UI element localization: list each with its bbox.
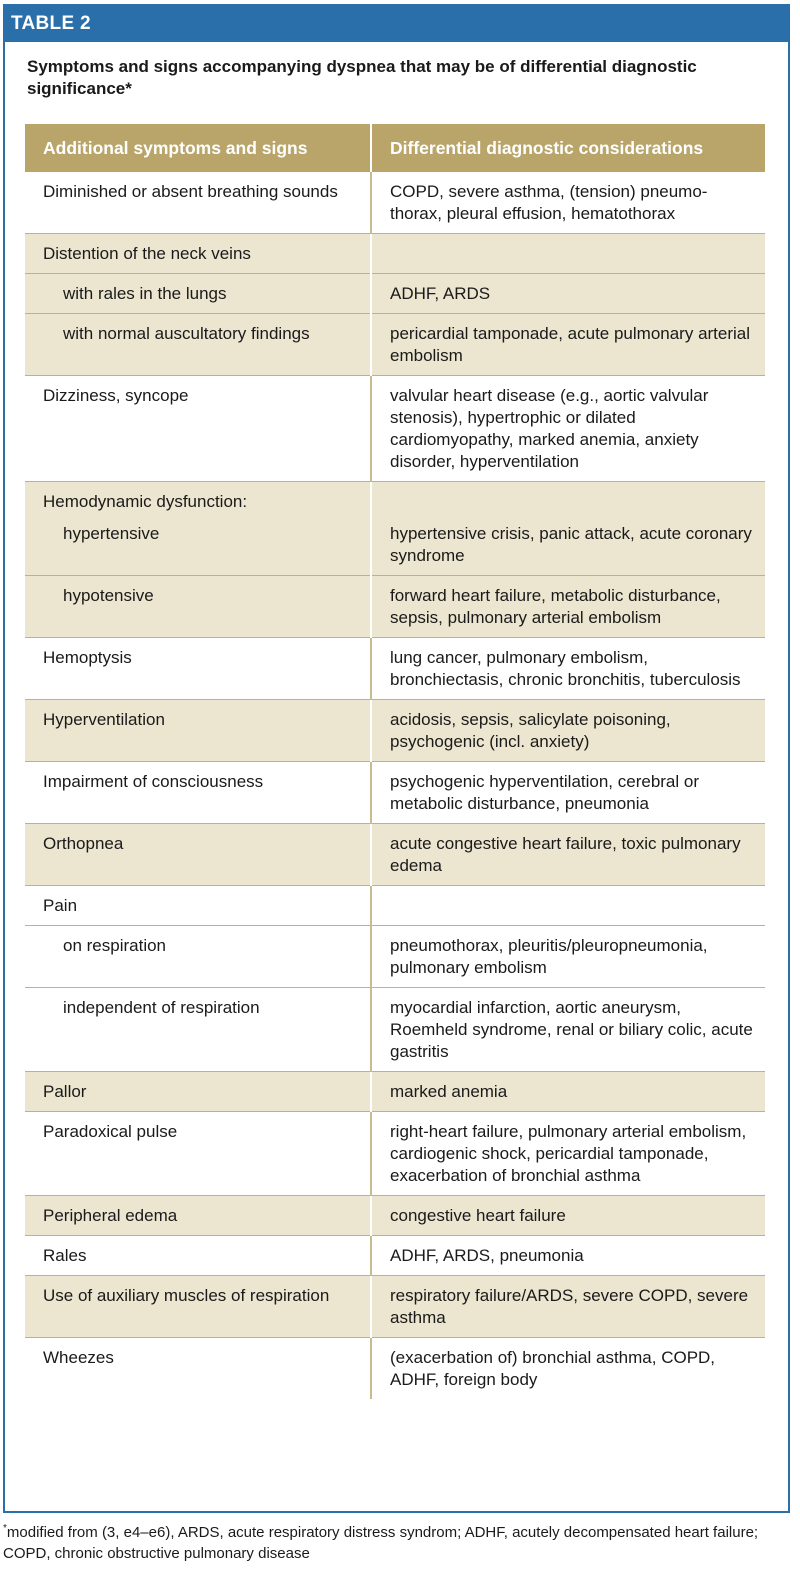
sign-cell: with normal auscultatory findings	[25, 314, 371, 376]
footnote-marker: *	[3, 1523, 7, 1534]
table-row	[25, 886, 765, 926]
sign-cell: Hemoptysis	[25, 638, 371, 700]
table-row	[25, 824, 765, 886]
consideration-cell: marked anemia	[371, 1072, 765, 1112]
table-row	[25, 1112, 765, 1196]
sign-cell: Impairment of consciousness	[25, 762, 371, 824]
sign-cell: Orthopnea	[25, 824, 371, 886]
consideration-cell: right-heart failure, pulmonary arterial embolism, cardiogenic shock, pericardial tamponade, exacerbation of bronchial asthma	[371, 1112, 765, 1196]
consideration-cell: myocardial infarction, aortic aneurysm, Roemheld syndrome, renal or biliary colic, acute gastritis	[371, 988, 765, 1072]
consideration-cell: ADHF, ARDS, pneumonia	[371, 1236, 765, 1276]
consideration-cell: pericardial tamponade, acute pulmonary arterial embolism	[371, 314, 765, 376]
consideration-cell	[371, 482, 765, 522]
sign-cell: Pain	[25, 886, 371, 926]
table-row	[25, 700, 765, 762]
table-row	[25, 1338, 765, 1400]
consideration-cell: forward heart failure, metabolic disturbance, sepsis, pulmonary arterial embolism	[371, 576, 765, 638]
differential-table	[25, 124, 765, 1399]
sign-cell: with rales in the lungs	[25, 274, 371, 314]
column-header-considerations: Differential diagnostic considerations	[371, 124, 765, 172]
sign-cell: Pallor	[25, 1072, 371, 1112]
consideration-cell: hypertensive crisis, panic attack, acute coronary syndrome	[371, 521, 765, 576]
consideration-cell: acidosis, sepsis, salicylate poisoning, psychogenic (incl. anxiety)	[371, 700, 765, 762]
table-row	[25, 482, 765, 522]
table-row	[25, 274, 765, 314]
table-row	[25, 576, 765, 638]
table-title: Symptoms and signs accompanying dyspnea that may be of differential diagnostic significance*	[27, 57, 697, 98]
sign-cell: Rales	[25, 1236, 371, 1276]
consideration-cell: COPD, severe asthma, (tension) pneumo-thorax, pleural effusion, hematothorax	[371, 172, 765, 234]
consideration-cell: psychogenic hyperventilation, cerebral or metabolic disturbance, pneumonia	[371, 762, 765, 824]
table-row	[25, 521, 765, 576]
consideration-cell: (exacerbation of) bronchial asthma, COPD, ADHF, foreign body	[371, 1338, 765, 1400]
table-row	[25, 638, 765, 700]
table-row	[25, 376, 765, 482]
column-header-signs: Additional symptoms and signs	[25, 124, 371, 172]
sign-cell: on respiration	[25, 926, 371, 988]
sign-cell: independent of respiration	[25, 988, 371, 1072]
sign-cell: Peripheral edema	[25, 1196, 371, 1236]
sign-cell: Distention of the neck veins	[25, 234, 371, 274]
consideration-cell: lung cancer, pulmonary embolism, bronchiectasis, chronic bronchitis, tuberculosis	[371, 638, 765, 700]
table-row	[25, 1236, 765, 1276]
table-row	[25, 172, 765, 234]
table-row	[25, 314, 765, 376]
consideration-cell: acute congestive heart failure, toxic pulmonary edema	[371, 824, 765, 886]
sign-cell: Paradoxical pulse	[25, 1112, 371, 1196]
footnote-text: modified from (3, e4–e6), ARDS, acute respiratory distress syndrom; ADHF, acutely decompensated heart failure; COPD, chronic obstructive pulmonary disease	[3, 1524, 759, 1562]
consideration-cell: congestive heart failure	[371, 1196, 765, 1236]
table-row	[25, 234, 765, 274]
sign-cell: Hemodynamic dysfunction:	[25, 482, 371, 522]
table-header-row	[25, 124, 765, 172]
sign-cell: Dizziness, syncope	[25, 376, 371, 482]
table-label: TABLE 2	[5, 6, 788, 42]
sign-cell: Hyperventilation	[25, 700, 371, 762]
table-row	[25, 1196, 765, 1236]
table-row	[25, 1276, 765, 1338]
table-row	[25, 762, 765, 824]
table-row	[25, 926, 765, 988]
sign-cell: hypertensive	[25, 521, 371, 576]
consideration-cell	[371, 886, 765, 926]
consideration-cell	[371, 234, 765, 274]
sign-cell: Wheezes	[25, 1338, 371, 1400]
footnote	[3, 1518, 793, 1564]
consideration-cell: respiratory failure/ARDS, severe COPD, severe asthma	[371, 1276, 765, 1338]
sign-cell: hypotensive	[25, 576, 371, 638]
consideration-cell: valvular heart disease (e.g., aortic valvular stenosis), hypertrophic or dilated cardiomyopathy, marked anemia, anxiety disorder, hyperventilation	[371, 376, 765, 482]
table-row	[25, 988, 765, 1072]
sign-cell: Use of auxiliary muscles of respiration	[25, 1276, 371, 1338]
sign-cell: Diminished or absent breathing sounds	[25, 172, 371, 234]
consideration-cell: pneumothorax, pleuritis/pleuropneumonia, pulmonary embolism	[371, 926, 765, 988]
table-row	[25, 1072, 765, 1112]
consideration-cell: ADHF, ARDS	[371, 274, 765, 314]
